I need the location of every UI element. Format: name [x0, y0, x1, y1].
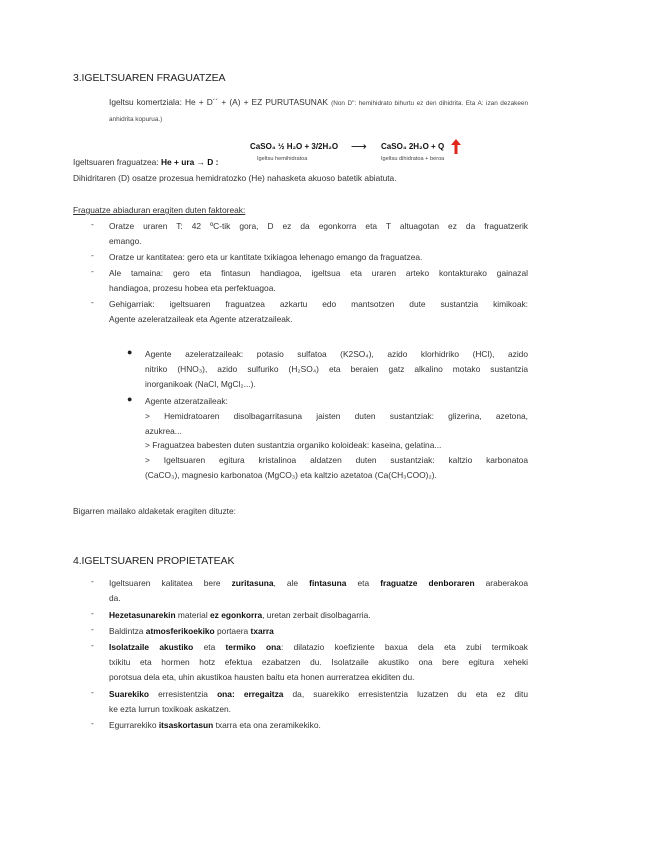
bigarren-line: Bigarren mailako aldaketak eragiten dituzte:: [73, 506, 236, 516]
t: araberakoa: [474, 578, 529, 588]
factor-temperature: [109, 219, 528, 249]
factor-grain-line2: handiagoa, prozesu hobea eta perfektuagoa.: [109, 282, 276, 293]
property-insulation-line3: porotsua dela eta, uhin akustikoa hausten baitu eta honen aurreratzea ekiditen du.: [109, 671, 415, 682]
t: da, suarekiko erresistentzia luzatzen du eta ez ditu: [283, 689, 529, 699]
retarders-line1: Agente atzeratzaileak:: [145, 396, 228, 406]
t: ona: erregaitza: [217, 689, 284, 699]
t: portaera: [214, 626, 251, 636]
equation-right: CaSO₄ 2H₂O + Q: [381, 142, 445, 151]
property-quality-line2: da.: [109, 592, 121, 603]
property-insulation-line1: [109, 640, 528, 655]
t: zuritasuna: [231, 578, 274, 588]
intro-paragraph: [109, 95, 528, 127]
dash-marker: -: [91, 608, 94, 618]
retarders-line6: (CaCO₃), magnesio karbonatoa (MgCO₃) eta kaltzio azetatoa (Ca(CH₃COO)₂).: [145, 469, 437, 480]
t: ez egonkorra: [210, 610, 263, 620]
retarders-line2: > Hemidratoaren disolbagarritasuna jaisten duten sustantziak: glizerina, azetona,: [145, 410, 528, 421]
t: Egurrarekiko: [109, 720, 159, 730]
t: : dilatazio koefiziente baxua dela eta zubi termikoak: [280, 642, 528, 652]
accelerators-line3: inorganikoak (NaCl, MgCl₂...).: [145, 378, 256, 389]
dash-marker: -: [91, 718, 94, 728]
dash-marker: -: [91, 250, 94, 260]
dash-marker: -: [91, 576, 94, 586]
bullet-dot: ●: [127, 347, 133, 357]
property-fire: [109, 687, 528, 717]
t: fintasuna: [309, 578, 347, 588]
intro-text: Igeltsu komertziala: He + D´´ + (A) + EZ PURUTASUNAK: [109, 97, 328, 107]
property-fire-line1: [109, 687, 528, 702]
factor-temperature-line2: emango.: [109, 235, 142, 246]
dash-marker: -: [91, 219, 94, 229]
t: Baldintza: [109, 626, 146, 636]
factors-title: Fraguatze abiaduran eragiten duten faktoreak:: [73, 205, 246, 215]
property-insulation-line2: txikitu eta hormen hotz efektua ezabatzen du. Isolatzaile akustiko ona bere egitura xeheki: [109, 656, 528, 667]
property-insulation: [109, 640, 528, 684]
fraguatzea-label: Igeltsuaren fraguatzea:: [73, 157, 161, 167]
factor-additives-line2: Agente azeleratzaileak eta Agente atzeratzaileak.: [109, 313, 293, 324]
t: Hezetasunarekin: [109, 610, 176, 620]
t: erresistentzia: [149, 689, 218, 699]
section-4-title: 4.IGELTSUAREN PROPIETATEAK: [73, 555, 235, 567]
equation-left: CaSO₄ ½ H₂O + 3/2H₂O: [250, 142, 339, 151]
t: Suarekiko: [109, 689, 150, 699]
property-atmospheric: [109, 624, 274, 639]
retarders-line3: azukrea...: [145, 425, 182, 436]
dash-marker: -: [91, 624, 94, 634]
property-humidity: [109, 608, 371, 623]
fraguatzea-formula: He + ura → D :: [161, 157, 219, 167]
factor-water: Oratze ur kantitatea: gero eta ur kantitate txikiagoa lehenago emango da fraguatzea.: [109, 252, 423, 262]
t: termiko ona: [225, 642, 281, 652]
t: itsaskortasun: [158, 720, 214, 730]
t: material: [175, 610, 211, 620]
factor-temperature-line1: Oratze uraren T: 42 ºC-tik gora, D ez da egonkorra eta T altuagotan ez da fraguatzerik: [109, 221, 528, 231]
retarders-line5: > Igeltsuaren egitura kristalinoa aldatzen duten sustantziak: kaltzio karbonatoa: [145, 455, 528, 466]
dash-marker: -: [91, 297, 94, 307]
accelerators-item: [145, 347, 528, 391]
dash-marker: -: [91, 640, 94, 650]
factor-additives: [109, 297, 528, 327]
t: eta: [193, 642, 226, 652]
property-quality-line1: [109, 576, 528, 591]
equation-arrow: ⟶: [351, 141, 367, 153]
factor-grain: [109, 266, 528, 296]
t: eta: [346, 578, 381, 588]
property-quality: [109, 576, 528, 606]
t: Igeltsuaren kalitatea bere: [109, 578, 232, 588]
property-adhesion: [109, 718, 321, 733]
bullet-dot: ●: [127, 394, 133, 404]
factor-grain-line1: Ale tamaina: gero eta fintasun handiagoa, igeltsua eta uraren arteko kontakturako gainazal: [109, 268, 528, 278]
dash-marker: -: [91, 266, 94, 276]
fraguatzea-line: [73, 155, 218, 170]
accelerators-line2: nitriko (HNO₃), azido sulfuriko (H₂SO₄) eta beraien gatz alkalino motako sustantzia: [145, 363, 528, 374]
equation-right-label: Igeltsu dihidratoa + beroa: [381, 156, 445, 162]
t: txarra: [250, 626, 274, 636]
retarders-item: [145, 394, 528, 483]
equation-left-label: Igeltsu hemihidratoa: [257, 156, 308, 162]
t: fraguatze denboraren: [380, 578, 475, 588]
section-3-title: 3.IGELTSUAREN FRAGUATZEA: [73, 72, 226, 84]
t: Isolatzaile akustiko: [109, 642, 194, 652]
t: txarra eta ona zeramikekiko.: [213, 720, 321, 730]
intro-note: (Non D": hemihidrato bihurtu ez den dihidrita. Eta A: izan dezakeen anhidrita kopurua.): [109, 100, 528, 123]
accelerators-line1: Agente azeleratzaileak: potasio sulfatoa (K2SO₄), azido klorhidriko (HCl), azido: [145, 349, 528, 359]
t: , ale: [273, 578, 310, 588]
dihidrita-line: Dihidritaren (D) osatze prozesua hemidratozko (He) nahasketa akuoso batetik abiatuta.: [73, 173, 397, 183]
up-arrow-icon: [451, 139, 461, 154]
factor-additives-line1: Gehigarriak: igeltsuaren fraguatzea azkartu edo mantsotzen dute sustantzia kimikoak:: [109, 299, 528, 309]
retarders-line4: > Fraguatzea babesten duten sustantzia organiko koloideak: kaseina, gelatina...: [145, 440, 442, 451]
property-fire-line2: ke ezta lurrun toxikoak askatzen.: [109, 703, 231, 714]
t: atmosferikoekiko: [145, 626, 215, 636]
t: , uretan zerbait disolbagarria.: [262, 610, 371, 620]
dash-marker: -: [91, 687, 94, 697]
